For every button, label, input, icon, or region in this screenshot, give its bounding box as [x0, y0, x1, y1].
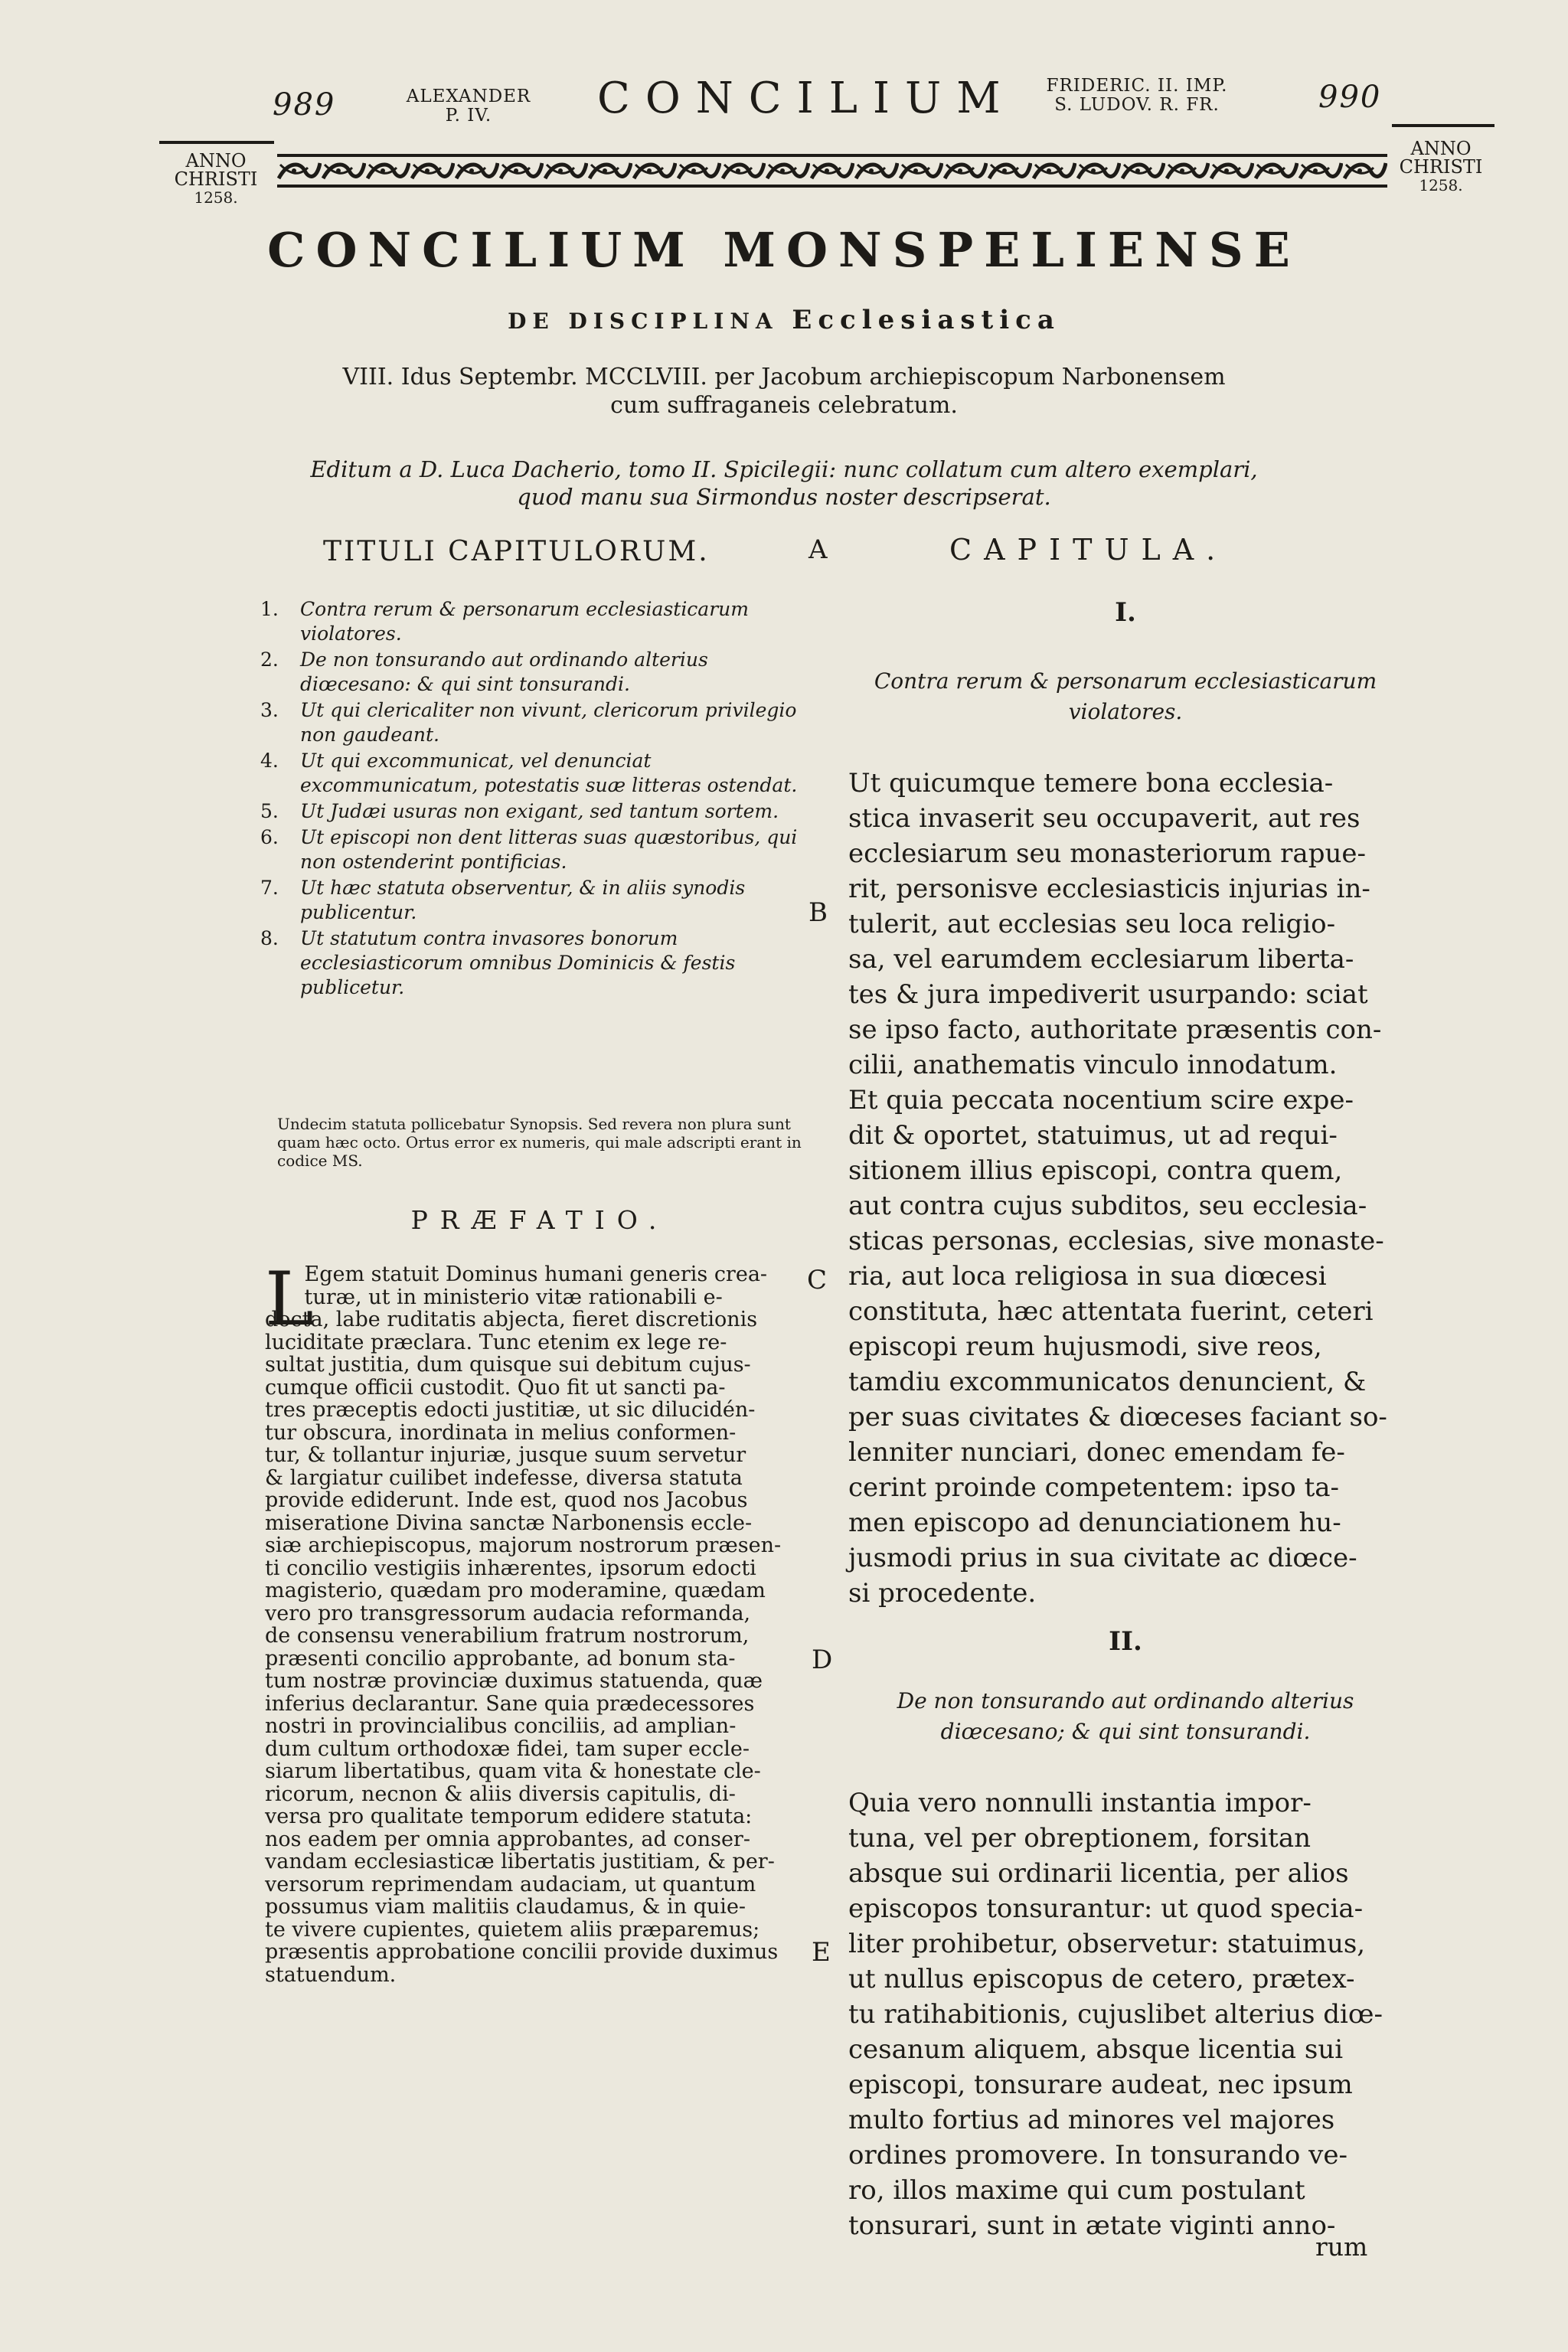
emperor-label — [1011, 77, 1263, 115]
pope-label — [392, 87, 545, 126]
left-column-heading: TITULI CAPITULORUM. — [323, 536, 710, 567]
praefatio-text: Egem statuit Dominus humani generis crea- turæ, ut in ministerio vitæ rationabili e- docta, labe ruditatis abjecta, fieret discretionis luciditate præclara. Tunc etenim ex lege re- sultat justitia, dum quisque sui debitum cujus- cumque officii custodit. Quo fit ut sancti pa- tres præceptis edocti justitiæ, ut sic dilucidén- tur obscura, inordinata in melius conformen- tur, & tollantur injuriæ, jusque suum servetur & largiatur cuilibet indefesse, diversa statuta provide ediderunt. Inde est, quod nos Jacobus miseratione Divina sanctæ Narbonensis eccle- siæ archiepiscopus, majorum nostrorum præsen- ti concilio vestigiis inhærentes, ipsorum edocti magisterio, quædam pro moderamine, quædam vero pro transgressorum audacia reformanda, de consensu venerabilium fratrum nostrorum, præsenti concilio approbante, ad bonum sta- tum nostræ provinciæ duximus statuenda, quæ inferius declarantur. Sane quia prædecessores nostri in provincialibus conciliis, ad amplian- dum cultum orthodoxæ fidei, tam super eccle- siarum libertatibus, quam vita & honestate cle- ricorum, necnon & aliis diversis capitulis, di- versa pro qualitate temporum edidere statuta: nos eadem per omnia approbantes, ad conser- vandam ecclesiasticæ libertatis justitiam, & per- versorum reprimendam audaciam, ut quantum possumus viam malitiis claudamus, & in quie- te vivere cupientes, quietem aliis præparemus; præsentis approbatione concilii provide duximus statuendum. — [265, 1263, 782, 1987]
toc-number: 3. — [260, 699, 279, 721]
subtitle-part-b: Ecclesiastica — [792, 305, 1060, 335]
toc-number: 4. — [260, 750, 279, 772]
date-line-1: VIII. Idus Septembr. MCCLVIII. per Jacobum archiepiscopum Narbonensem — [342, 364, 1226, 390]
chapter-2-title-line2: diœcesano; & qui sint tonsurandi. — [940, 1719, 1311, 1744]
chapter-2-title-line1: De non tonsurando aut ordinando alterius — [897, 1688, 1354, 1713]
margin-letter-b: B — [808, 897, 828, 928]
page-number-right: 990 — [1318, 80, 1382, 115]
anno-right-line1: ANNO — [1410, 138, 1472, 159]
toc-number: 5. — [260, 800, 279, 822]
chapter-1-text: Ut quicumque temere bona ecclesia- stica invaserit seu occupaverit, aut res ecclesiarum seu monasteriorum rapue- rit, personisve ecclesiasticis injurias in- tulerit, aut ecclesias seu loca religio- sa, vel earumdem ecclesiarum liberta- tes & jura impediverit usurpando: sciat se ipso facto, authoritate præsentis con- cilii, anathematis vinculo innodatum. Et quia peccata nocentium scire expe- dit & oportet, statuimus, ut ad requi- sitionem illius episcopi, contra quem, aut contra cujus subditos, seu ecclesia- sticas personas, ecclesias, sive monaste- ria, aut loca religiosa in sua diœcesi constituta, hæc attentata fuerint, ceteri episcopi reum hujusmodi, sive reos, tamdiu excommunicatos denuncient, & per suas civitates & diœceses faciant so- lenniter nunciari, donec emendam fe- cerint proinde competentem: ipso ta- men episcopo ad denunciationem hu- jusmodi prius in sua civitate ac diœce- si procedente. — [848, 768, 1387, 1609]
toc-number: 8. — [260, 927, 279, 949]
toc-text: Ut Judæi usuras non exigant, sed tantum sortem. — [300, 800, 779, 822]
editorial-note: Undecim statuta pollicebatur Synopsis. Sed revera non plura sunt quam hæc octo. Ortus error ex numeris, qui male adscripti erant in codice MS. — [277, 1115, 802, 1170]
right-column-heading: CAPITULA. — [949, 533, 1228, 567]
margin-letter-a: A — [808, 534, 828, 565]
anno-left-line1: ANNO — [185, 150, 247, 172]
alexander-label: ALEXANDER — [406, 87, 531, 106]
table-of-chapters — [260, 597, 819, 1001]
toc-text: Ut qui excommunicat, vel denunciat excommunicatum, potestatis suæ litteras ostendat. — [300, 750, 798, 796]
toc-number: 6. — [260, 826, 279, 848]
running-title: CONCILIUM — [597, 74, 1016, 123]
anno-right-line2: CHRISTI — [1399, 156, 1483, 178]
chapter-1-title-line2: violatores. — [1068, 699, 1183, 724]
praefatio-heading: PRÆFATIO. — [410, 1205, 669, 1235]
chapter-2-number: II. — [1109, 1626, 1142, 1657]
ludov-label: S. LUDOV. R. FR. — [1054, 95, 1220, 115]
toc-item — [260, 926, 819, 1000]
toc-item — [260, 825, 819, 874]
catchword: rum — [1315, 2232, 1368, 2262]
toc-text: Ut statutum contra invasores bonorum ecclesiasticorum omnibus Dominicis & festis publicetur. — [300, 927, 736, 998]
chapter-2-text: Quia vero nonnulli instantia impor- tuna, vel per obreptionem, forsitan absque sui ordinarii licentia, per alios episcopos tonsurantur: ut quod specia- liter prohibetur, observetur: statuimus, ut nullus episcopus de cetero, prætex- tu ratihabitionis, cujuslibet alterius diœ- cesanum aliquem, absque licentia sui episcopi, tonsurare audeat, nec ipsum multo fortius ad minores vel majores ordines promovere. In tonsurando ve- ro, illos maxime qui cum postulant tonsurari, sunt in ætate viginti anno- — [848, 1788, 1383, 2241]
margin-letter-e: E — [812, 1937, 831, 1968]
toc-number: 7. — [260, 877, 279, 899]
papa-label: P. IV. — [445, 106, 492, 126]
toc-number: 1. — [260, 598, 279, 620]
toc-item — [260, 876, 819, 925]
margin-letter-c: C — [807, 1265, 828, 1295]
edit-line-2: quod manu sua Sirmondus noster descripserat. — [517, 484, 1051, 510]
drop-cap: L — [265, 1256, 314, 1342]
main-title: CONCILIUM MONSPELIENSE — [267, 222, 1301, 278]
frideric-label: FRIDERIC. II. IMP. — [1046, 76, 1228, 96]
toc-text: Contra rerum & personarum ecclesiasticarum violatores. — [300, 598, 749, 645]
toc-text: Ut episcopi non dent litteras suas quæstoribus, qui non ostenderint pontificias. — [300, 826, 798, 873]
left-rule — [159, 141, 274, 144]
anno-right — [1387, 139, 1494, 194]
subtitle-part-a: DE DISCIPLINA — [508, 309, 779, 334]
margin-letter-d: D — [812, 1645, 833, 1675]
toc-item — [260, 648, 819, 697]
anno-left-line2: CHRISTI — [174, 168, 258, 190]
toc-item — [260, 698, 819, 747]
toc-item — [260, 597, 819, 646]
chapter-1-title-line1: Contra rerum & personarum ecclesiasticarum — [874, 668, 1377, 694]
subtitle — [0, 305, 1568, 335]
toc-text: Ut qui clericaliter non vivunt, clericorum privilegio non gaudeant. — [300, 699, 797, 746]
toc-text: Ut hæc statuta observentur, & in aliis synodis publicentur. — [300, 877, 746, 923]
edit-line-1: Editum a D. Luca Dacherio, tomo II. Spicilegii: nunc collatum cum altero exemplari, — [310, 456, 1258, 482]
toc-item — [260, 799, 819, 824]
running-header — [0, 74, 1568, 135]
anno-right-year: 1258. — [1419, 176, 1463, 194]
date-line-2: cum suffraganeis celebratum. — [610, 392, 958, 419]
anno-left-year: 1258. — [194, 188, 238, 207]
ornamental-band — [277, 151, 1387, 189]
right-rule — [1392, 124, 1494, 127]
page-number-left: 989 — [273, 87, 336, 122]
anno-left — [162, 152, 270, 207]
chapter-1-number: I. — [1115, 597, 1136, 628]
toc-number: 2. — [260, 648, 279, 671]
toc-text: De non tonsurando aut ordinando alterius diœcesano: & qui sint tonsurandi. — [300, 648, 708, 695]
toc-item — [260, 749, 819, 798]
